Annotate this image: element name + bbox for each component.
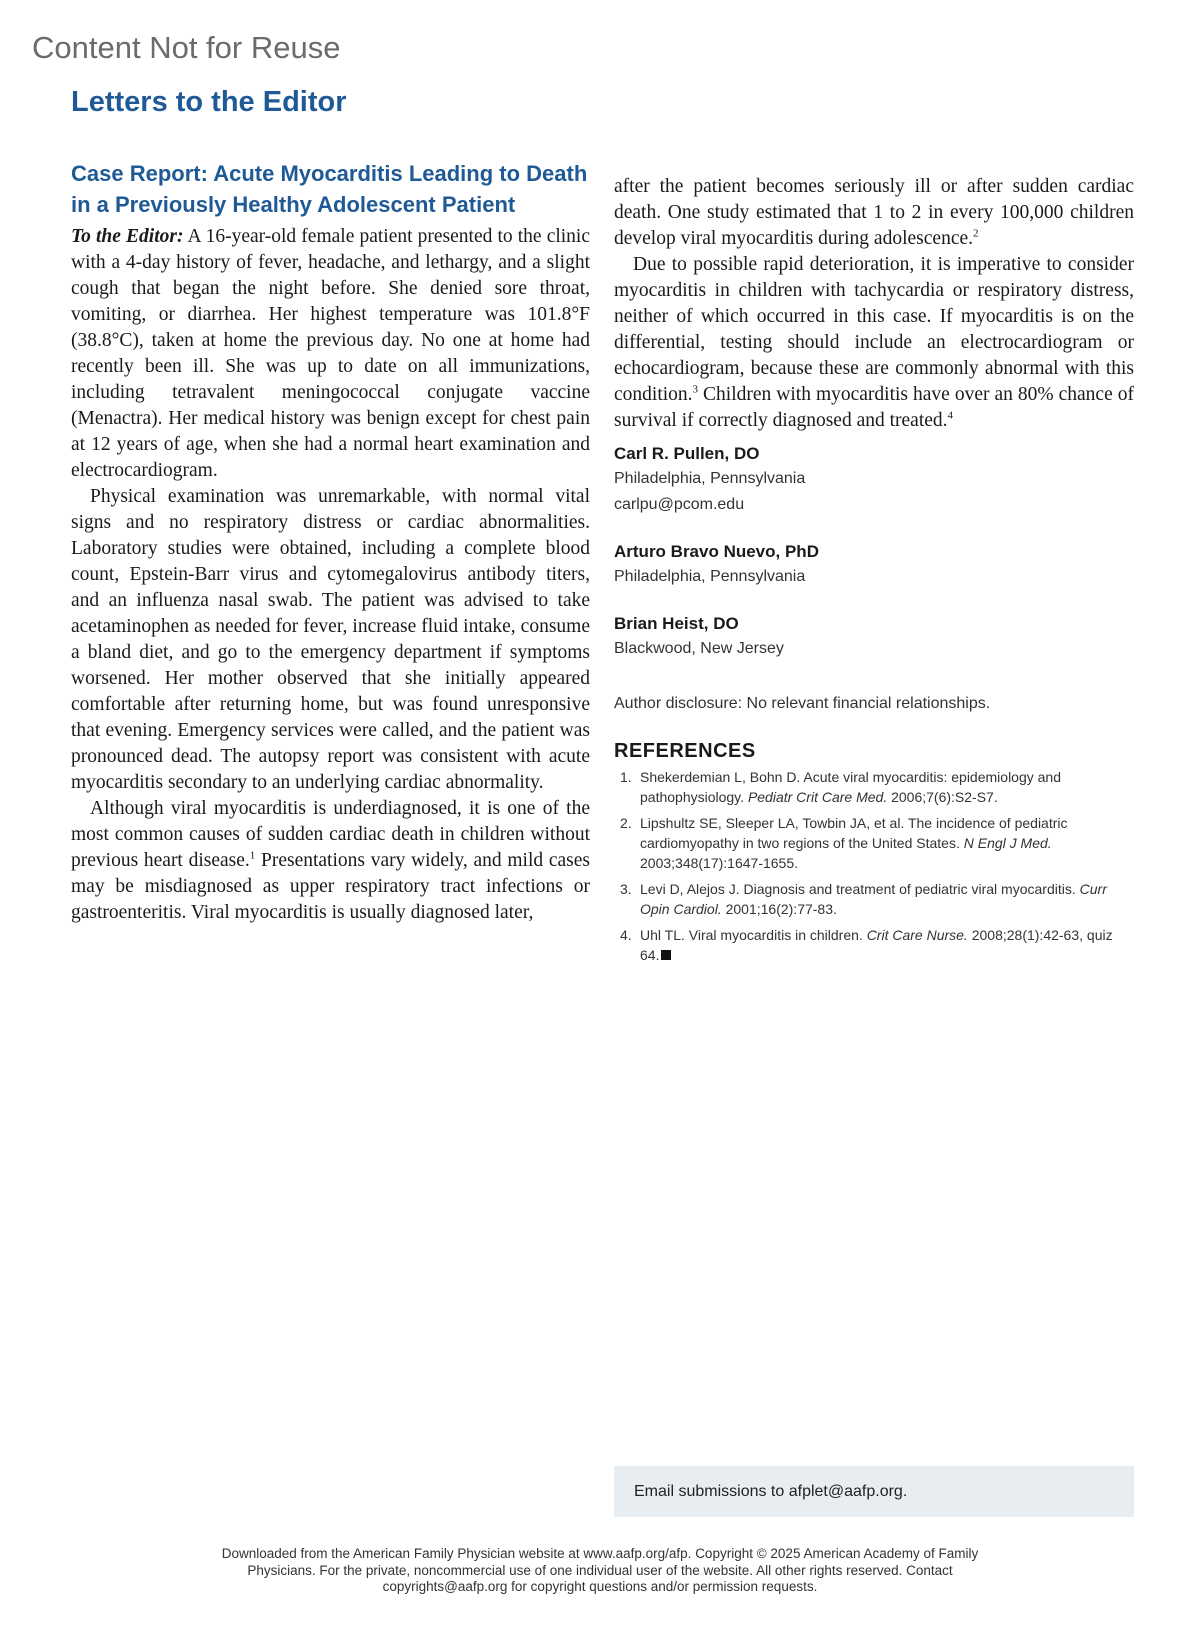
citation-3: 3 — [692, 383, 699, 396]
submission-note: Email submissions to afplet@aafp.org. — [614, 1466, 1134, 1517]
copyright-footer: Downloaded from the American Family Physician website at www.aafp.org/afp. Copyright © 2025 American Academy of Family Physicians. For the private, noncommercial use of one individual user of the website. All other rights reserved. Contact copyrights@aafp.org for copyright questions and/or permission requests. — [221, 1546, 979, 1594]
author-email: carlpu@pcom.edu — [614, 496, 745, 513]
paragraph-4 — [614, 252, 1134, 434]
reference-text: Uhl TL. Viral myocarditis in children. — [640, 927, 867, 943]
paragraph-4-text: Due to possible rapid deterioration, it is imperative to consider myocarditis in children with tachycardia or respiratory distress, neither of which occurred in this case. If myocarditis is on the differential, testing should include an electrocardiogram or echocardiogram, because these are commonly abnormal with this condition. — [614, 254, 1134, 405]
left-column — [71, 158, 590, 926]
paragraph-1-text: A 16-year-old female patient presented to the clinic with a 4-day history of fever, headache, and lethargy, and a slight cough that began the night before. She denied sore throat, vomiting, or diarrhea. Her highest temperature was 101.8°F (38.8°C), taken at home the previous day. No one at home had recently been ill. She was up to date on all immunizations, including tetravalent meningococcal conjugate vaccine (Menactra). Her medical history was benign except for chest pain at 12 years of age, when she had a normal heart examination and electrocardiogram. — [71, 226, 591, 481]
references-list — [614, 767, 1134, 965]
author-block — [614, 540, 1134, 590]
right-column — [614, 174, 1134, 971]
citation-2: 2 — [973, 227, 979, 240]
paragraph-1 — [71, 224, 590, 484]
reference-item — [614, 813, 1134, 873]
watermark: Content Not for Reuse — [32, 30, 341, 65]
author-block — [614, 442, 1134, 518]
paragraph-3-continued — [614, 174, 1134, 252]
author-name: Brian Heist, DO — [614, 614, 739, 633]
author-name: Carl R. Pullen, DO — [614, 444, 760, 463]
reference-item — [614, 879, 1134, 919]
section-title: Letters to the Editor — [71, 86, 347, 118]
citation-1: 1 — [249, 849, 256, 862]
reference-number: 3. — [620, 881, 632, 897]
reference-journal: Curr Opin Cardiol. — [640, 881, 1107, 917]
author-location: Blackwood, New Jersey — [614, 640, 784, 657]
reference-number: 2. — [620, 815, 632, 831]
reference-citation: 2001;16(2):77-83. — [721, 901, 837, 917]
author-location: Philadelphia, Pennsylvania — [614, 470, 806, 487]
article-title: Case Report: Acute Myocarditis Leading to Death in a Previously Healthy Adolescent Patient — [71, 161, 588, 217]
author-location: Philadelphia, Pennsylvania — [614, 568, 806, 585]
end-of-article-mark — [661, 950, 671, 960]
paragraph-3-cont-text: after the patient becomes seriously ill or after sudden cardiac death. One study estimated that 1 to 2 in every 100,000 children develop viral myocarditis during adolescence. — [614, 176, 1134, 249]
paragraph-4-text-b: Children with myocarditis have over an 80% chance of survival if correctly diagnosed and treated. — [614, 384, 1134, 431]
reference-text: Levi D, Alejos J. Diagnosis and treatment of pediatric viral myocarditis. — [640, 881, 1080, 897]
references-heading: REFERENCES — [614, 740, 756, 762]
paragraph-3 — [71, 796, 590, 926]
paragraph-2: Physical examination was unremarkable, with normal vital signs and no respiratory distress or cardiac abnormalities. Laboratory studies were obtained, including a complete blood count, Epstein-Barr virus and cytomegalovirus antibody titers, and an influenza nasal swab. The patient was advised to take acetaminophen as needed for fever, increase fluid intake, consume a bland diet, and go to the emergency department if symptoms worsened. Her mother observed that she initially appeared comfortable after returning home, but was found unresponsive that evening. Emergency services were called, and the patient was pronounced dead. The autopsy report was consistent with acute myocarditis secondary to an underlying cardiac abnormality. — [71, 486, 590, 793]
reference-text: Shekerdemian L, Bohn D. Acute viral myocarditis: epidemiology and pathophysiology. — [640, 769, 1061, 805]
paragraph-3-text-b: Presentations vary widely, and mild cases may be misdiagnosed as upper respiratory tract infections or gastroenteritis. Viral myocarditis is usually diagnosed later, — [71, 850, 590, 923]
reference-number: 1. — [620, 769, 632, 785]
reference-item — [614, 925, 1134, 965]
lead-in: To the Editor: — [71, 226, 184, 247]
citation-4: 4 — [947, 409, 954, 422]
reference-journal: Pediatr Crit Care Med. — [747, 789, 888, 805]
reference-citation: 2006;7(6):S2-S7. — [887, 789, 998, 805]
reference-item — [614, 767, 1134, 807]
reference-journal: Crit Care Nurse. — [866, 927, 968, 943]
reference-citation: 2003;348(17):1647-1655. — [640, 855, 799, 871]
reference-citation: 2008;28(1):42-63, quiz 64. — [640, 927, 1113, 963]
right-body — [614, 174, 1134, 434]
reference-journal: N Engl J Med. — [963, 835, 1052, 851]
reference-number: 4. — [620, 927, 632, 943]
author-block — [614, 612, 1134, 662]
reference-text: Lipshultz SE, Sleeper LA, Towbin JA, et al. The incidence of pediatric cardiomyopathy in two regions of the United States. — [640, 815, 1068, 851]
paragraph-3-text: Although viral myocarditis is underdiagnosed, it is one of the most common causes of sudden cardiac death in children without previous heart disease. — [71, 798, 590, 871]
author-disclosure: Author disclosure: No relevant financial relationships. — [614, 695, 991, 712]
author-name: Arturo Bravo Nuevo, PhD — [614, 542, 819, 561]
